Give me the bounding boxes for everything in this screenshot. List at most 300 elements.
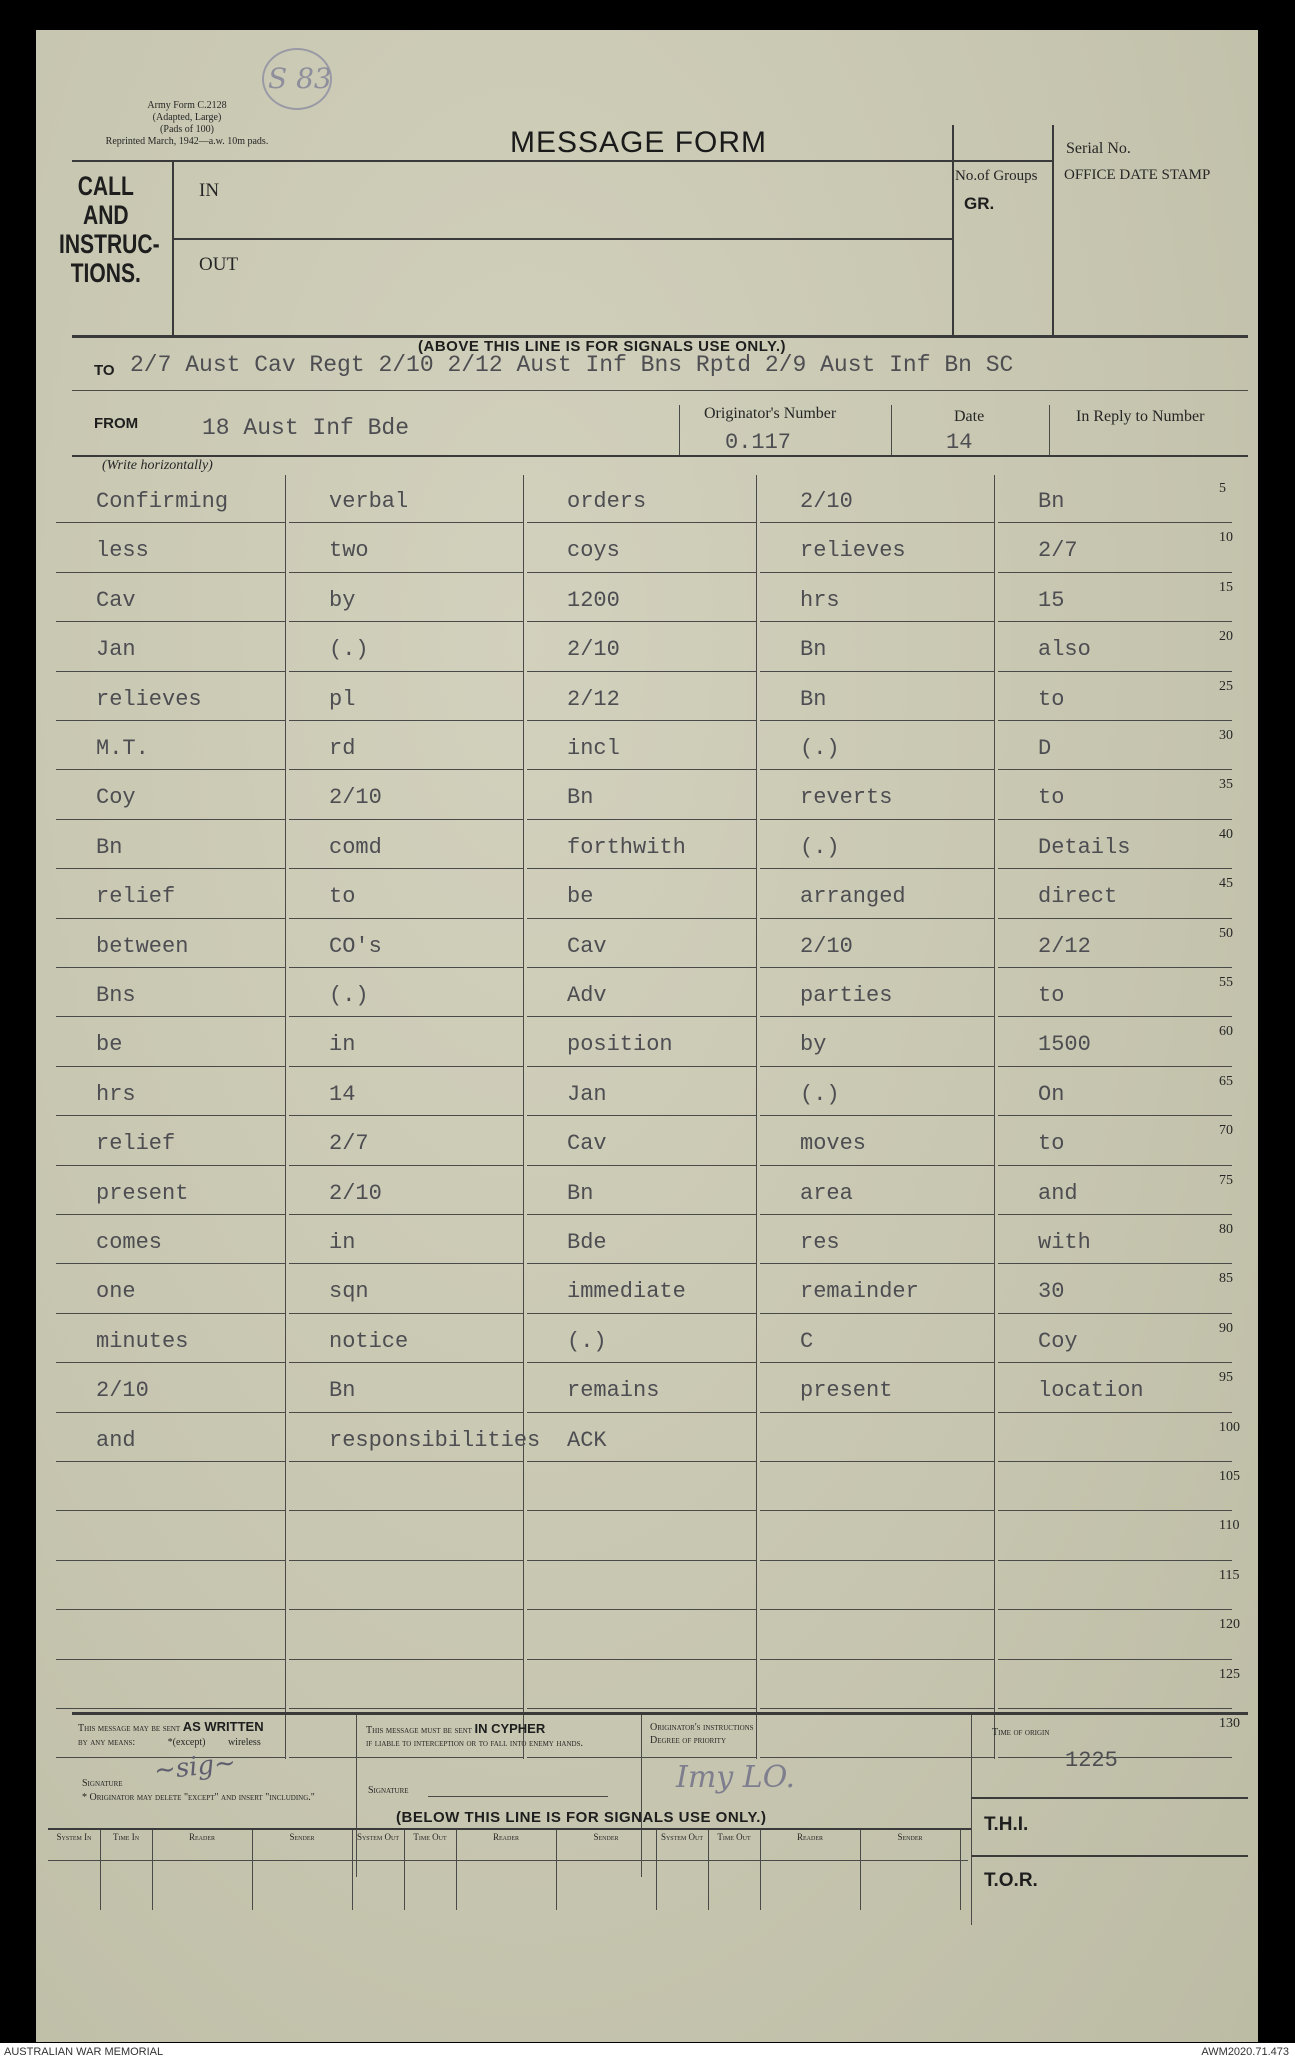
message-word: relieves [96, 686, 202, 712]
row-rule [527, 918, 756, 919]
message-word: (.) [329, 637, 369, 663]
message-word: Bn [1038, 489, 1065, 514]
group-count: 90 [1219, 1320, 1233, 1336]
message-word: 1200 [567, 587, 620, 613]
message-word: comes [96, 1230, 163, 1255]
group-count: 130 [1219, 1716, 1240, 1731]
message-word: Cav [567, 1131, 607, 1157]
row-rule [289, 1214, 523, 1215]
row-rule [56, 819, 285, 820]
row-rule [527, 769, 756, 770]
row-rule [527, 621, 756, 622]
rule [72, 160, 988, 162]
message-word: reverts [800, 785, 893, 811]
group-count: 50 [1219, 925, 1233, 941]
row-rule [527, 1066, 756, 1067]
message-word: be [567, 884, 594, 910]
row-rule [56, 1609, 285, 1610]
row-rule [527, 1412, 756, 1413]
row-rule [527, 1461, 756, 1462]
form-reference [72, 100, 302, 148]
row-rule [998, 572, 1232, 573]
group-count: 25 [1219, 678, 1233, 694]
row-rule [760, 1016, 994, 1017]
as-written-text-2: by any means: [78, 1737, 136, 1748]
message-word: M.T. [96, 736, 149, 761]
group-count: 35 [1219, 777, 1233, 793]
message-word: Adv [567, 983, 607, 1008]
row-rule [760, 671, 994, 672]
message-word: 2/12 [567, 686, 620, 712]
message-word: between [96, 933, 189, 959]
row-rule [998, 1510, 1232, 1511]
rule [356, 1715, 357, 1877]
row-rule [760, 918, 994, 919]
from-value: 18 Aust Inf Bde [202, 415, 410, 441]
row-rule [289, 1757, 523, 1758]
message-word: Jan [96, 637, 136, 663]
cypher-text-1: This message must be sent [366, 1725, 472, 1736]
message-word: area [800, 1180, 853, 1206]
row-rule [56, 572, 285, 573]
row-rule [998, 1659, 1232, 1660]
cypher-text-2: if liable to interception or to fall into enemy hands. [366, 1738, 583, 1749]
message-word: 2/10 [567, 637, 620, 663]
group-count: 110 [1219, 1518, 1240, 1534]
write-instruction: (Write horizontally) [102, 458, 213, 473]
column-divider [523, 475, 524, 1759]
message-word: 2/7 [1038, 538, 1078, 564]
row-rule [56, 918, 285, 919]
row-rule [56, 1214, 285, 1215]
group-count: 60 [1219, 1024, 1233, 1040]
row-rule [527, 1016, 756, 1017]
message-word: Bn [800, 686, 827, 712]
message-word: responsibilities [329, 1427, 541, 1453]
row-rule [527, 1115, 756, 1116]
priority-label: Degree of priority [650, 1735, 727, 1746]
row-rule [760, 769, 994, 770]
message-word: 2/10 [800, 489, 853, 514]
row-rule [289, 1510, 523, 1511]
message-word: On [1038, 1081, 1065, 1107]
row-rule [56, 1165, 285, 1166]
in-label: IN [199, 180, 220, 201]
rule [172, 160, 174, 337]
groups-abbrev: GR. [964, 194, 995, 213]
row-rule [527, 868, 756, 869]
row-rule [760, 1263, 994, 1264]
row-rule [998, 1066, 1232, 1067]
cypher-bold: IN CYPHER [474, 1721, 546, 1736]
row-rule [289, 1066, 523, 1067]
row-rule [289, 1412, 523, 1413]
call-instructions-label [59, 171, 160, 288]
row-rule [998, 967, 1232, 968]
signals-column-divider [860, 1830, 861, 1910]
message-word: to [1038, 686, 1065, 712]
signature-label-2: Signature [368, 1785, 409, 1796]
signals-column-divider [404, 1830, 405, 1910]
row-rule [760, 1115, 994, 1116]
message-word: pl [329, 686, 356, 712]
signals-column-header: Time Out [413, 1832, 447, 1842]
reply-label: In Reply to Number [1076, 408, 1205, 425]
row-rule [289, 1461, 523, 1462]
handwritten-ref-text: S 83 [268, 62, 332, 95]
message-word: Bn [96, 834, 123, 860]
row-rule [998, 1115, 1232, 1116]
rule [48, 1828, 971, 1830]
rule [679, 405, 680, 455]
date-value: 14 [946, 430, 973, 455]
rule [952, 160, 1052, 162]
message-word: 15 [1038, 587, 1065, 613]
message-word: 2/10 [96, 1378, 149, 1404]
message-word: Bde [567, 1230, 607, 1255]
message-word: to [1038, 1131, 1065, 1157]
row-rule [56, 621, 285, 622]
cypher-note [366, 1722, 636, 1750]
row-rule [56, 1066, 285, 1067]
row-rule [998, 769, 1232, 770]
row-rule [998, 868, 1232, 869]
message-word: Bn [567, 1180, 594, 1206]
row-rule [760, 1362, 994, 1363]
message-word: 2/12 [1038, 933, 1091, 959]
message-word: Jan [567, 1081, 607, 1107]
signature-label: Signature [82, 1778, 123, 1789]
group-count: 75 [1219, 1172, 1233, 1188]
group-count: 120 [1219, 1617, 1240, 1633]
row-rule [56, 1659, 285, 1660]
credit-bar [0, 2043, 1295, 2061]
signals-column-divider [760, 1830, 761, 1910]
message-word: two [329, 538, 369, 564]
rule [1052, 125, 1054, 337]
message-word: parties [800, 983, 893, 1008]
row-rule [998, 1016, 1232, 1017]
row-rule [289, 621, 523, 622]
rule [891, 405, 892, 455]
row-rule [289, 1263, 523, 1264]
groups-label: No.of Groups [955, 168, 1038, 184]
row-rule [998, 1362, 1232, 1363]
row-rule [760, 1461, 994, 1462]
row-rule [998, 621, 1232, 622]
message-word: direct [1038, 884, 1118, 910]
message-word: and [96, 1427, 136, 1453]
row-rule [527, 819, 756, 820]
message-word: (.) [567, 1328, 607, 1354]
office-stamp-label: OFFICE DATE STAMP [1064, 167, 1211, 183]
row-rule [998, 819, 1232, 820]
row-rule [56, 868, 285, 869]
row-rule [289, 1016, 523, 1017]
row-rule [289, 769, 523, 770]
except-note: *(except) [167, 1737, 206, 1748]
signals-column-header: Reader [188, 1832, 215, 1842]
row-rule [998, 671, 1232, 672]
group-count: 85 [1219, 1271, 1233, 1287]
row-rule [760, 1214, 994, 1215]
row-rule [56, 1263, 285, 1264]
message-word: forthwith [567, 834, 686, 860]
row-rule [527, 522, 756, 523]
message-word: by [800, 1032, 827, 1058]
originator-signature: ~sig~ [152, 1747, 238, 1787]
as-written-bold: AS WRITTEN [182, 1719, 264, 1734]
to-value: 2/7 Aust Cav Regt 2/10 2/12 Aust Inf Bns Rptd 2/9 Aust Inf Bn SC [130, 352, 1014, 378]
message-word: in [329, 1032, 356, 1058]
originator-note: * Originator may delete "except" and insert "including." [82, 1792, 315, 1803]
message-word: Cav [567, 933, 607, 959]
group-count: 65 [1219, 1073, 1233, 1089]
date-label: Date [954, 408, 985, 425]
call-line: INSTRUC- [59, 229, 160, 259]
row-rule [760, 572, 994, 573]
rule [72, 1712, 1248, 1715]
call-line: AND [82, 200, 129, 230]
message-word: minutes [96, 1328, 189, 1354]
out-label: OUT [199, 254, 239, 275]
credit-right: AWM2020.71.473 [1201, 2046, 1289, 2058]
call-line: CALL [77, 171, 134, 201]
row-rule [998, 1560, 1232, 1561]
signals-note-below: (BELOW THIS LINE IS FOR SIGNALS USE ONLY.) [396, 1809, 767, 1826]
row-rule [56, 1313, 285, 1314]
row-rule [527, 1659, 756, 1660]
row-rule [56, 967, 285, 968]
row-rule [527, 1313, 756, 1314]
row-rule [527, 1560, 756, 1561]
message-word: notice [329, 1328, 409, 1354]
group-count: 105 [1219, 1469, 1240, 1484]
row-rule [56, 1708, 285, 1709]
as-written-note [78, 1720, 348, 1750]
message-word: hrs [96, 1081, 136, 1107]
originator-instructions-label: Originator's instructions [650, 1722, 754, 1733]
row-rule [56, 1461, 285, 1462]
to-label: TO [94, 362, 115, 379]
message-word: relieves [800, 538, 906, 564]
signals-column-divider [708, 1830, 709, 1910]
rule [952, 125, 954, 337]
row-rule [998, 1609, 1232, 1610]
message-word: also [1038, 637, 1091, 663]
rule [971, 1715, 972, 1925]
row-rule [760, 1412, 994, 1413]
signals-column-divider [100, 1830, 101, 1910]
credit-left: AUSTRALIAN WAR MEMORIAL [4, 2046, 164, 2058]
message-word: by [329, 587, 356, 613]
group-count: 125 [1219, 1666, 1240, 1682]
row-rule [289, 1115, 523, 1116]
message-word: Coy [1038, 1328, 1078, 1354]
signals-column-header: Sender [593, 1832, 619, 1842]
group-count: 95 [1219, 1370, 1233, 1386]
message-word: 2/7 [329, 1131, 369, 1157]
message-word: Bn [800, 637, 827, 663]
priority-handwriting: Imy LO. [676, 1760, 796, 1795]
group-count: 115 [1219, 1567, 1240, 1583]
group-count: 20 [1219, 629, 1233, 645]
message-word: relief [96, 884, 176, 910]
rule [971, 1855, 1248, 1857]
message-word: present [96, 1180, 189, 1206]
row-rule [289, 1362, 523, 1363]
signals-column-divider [656, 1830, 657, 1910]
row-rule [527, 967, 756, 968]
group-count: 5 [1219, 481, 1226, 496]
message-word: to [329, 884, 356, 910]
message-word: 2/10 [800, 933, 853, 959]
row-rule [289, 1609, 523, 1610]
message-word: (.) [800, 834, 840, 860]
group-count: 55 [1219, 975, 1233, 990]
group-count: 15 [1219, 579, 1233, 595]
group-count: 40 [1219, 826, 1233, 842]
form-ref-line: Reprinted March, 1942—a.w. 10m pads. [105, 136, 269, 147]
row-rule [289, 720, 523, 721]
signals-column-header: Sender [897, 1832, 923, 1842]
message-word: C [800, 1328, 814, 1354]
row-rule [289, 819, 523, 820]
row-rule [998, 720, 1232, 721]
message-word: 30 [1038, 1279, 1065, 1305]
signals-column-header: System Out [356, 1832, 400, 1842]
row-rule [760, 819, 994, 820]
time-origin-label: Time of origin [992, 1727, 1050, 1738]
row-rule [760, 1757, 994, 1758]
signals-column-header: Reader [492, 1832, 519, 1842]
form-title: MESSAGE FORM [510, 126, 768, 159]
tor-label: T.O.R. [984, 1870, 1038, 1891]
signals-column-divider [152, 1830, 153, 1910]
message-word: moves [800, 1131, 867, 1157]
message-word: less [96, 538, 149, 564]
row-rule [760, 720, 994, 721]
group-count: 30 [1219, 728, 1233, 743]
message-word: rd [329, 736, 356, 761]
row-rule [760, 1165, 994, 1166]
row-rule [56, 1560, 285, 1561]
message-word: D [1038, 736, 1052, 761]
form-ref-line: (Adapted, Large) [152, 112, 222, 123]
time-origin-value: 1225 [1065, 1748, 1118, 1773]
signals-column-header: Sender [289, 1832, 315, 1842]
signals-note-above: (ABOVE THIS LINE IS FOR SIGNALS USE ONLY.) [418, 338, 786, 355]
message-word: orders [567, 489, 647, 514]
message-word: remainder [800, 1279, 919, 1305]
rule [428, 1796, 608, 1797]
message-word: coys [567, 538, 620, 564]
serial-label: Serial No. [1066, 140, 1131, 157]
message-word: present [800, 1378, 893, 1404]
row-rule [998, 1214, 1232, 1215]
row-rule [527, 720, 756, 721]
row-rule [56, 522, 285, 523]
row-rule [760, 1659, 994, 1660]
row-rule [760, 1609, 994, 1610]
message-word: (.) [329, 983, 369, 1008]
call-line: TIONS. [70, 258, 141, 288]
row-rule [56, 1412, 285, 1413]
row-rule [998, 1263, 1232, 1264]
row-rule [998, 1313, 1232, 1314]
group-count: 70 [1219, 1123, 1233, 1139]
signals-column-divider [456, 1830, 457, 1910]
signals-column-divider [352, 1830, 353, 1910]
message-word: Cav [96, 587, 136, 613]
row-rule [289, 522, 523, 523]
row-rule [527, 1609, 756, 1610]
signals-column-divider [556, 1830, 557, 1910]
signals-column-header: Reader [796, 1832, 823, 1842]
message-form-sheet [36, 30, 1258, 2042]
row-rule [760, 621, 994, 622]
originator-label: Originator's Number [704, 405, 837, 422]
originator-value: 0.117 [725, 430, 792, 455]
message-word: position [567, 1032, 673, 1058]
row-rule [289, 868, 523, 869]
message-word: res [800, 1230, 840, 1255]
row-rule [760, 1066, 994, 1067]
rule [172, 238, 952, 240]
row-rule [527, 671, 756, 672]
message-word: to [1038, 983, 1065, 1008]
row-rule [289, 1560, 523, 1561]
row-rule [56, 1016, 285, 1017]
message-word: immediate [567, 1279, 686, 1305]
row-rule [527, 1263, 756, 1264]
row-rule [760, 1313, 994, 1314]
group-count: 100 [1219, 1419, 1240, 1435]
form-ref-line: (Pads of 100) [160, 124, 214, 135]
row-rule [289, 671, 523, 672]
message-word: relief [96, 1131, 176, 1157]
message-word: hrs [800, 587, 840, 613]
signals-column-header: System In [56, 1832, 92, 1842]
as-written-text-1: This message may be sent [78, 1723, 181, 1734]
row-rule [998, 522, 1232, 523]
row-rule [56, 1510, 285, 1511]
message-word: 1500 [1038, 1032, 1091, 1058]
message-word: one [96, 1279, 136, 1305]
column-divider [994, 475, 995, 1759]
row-rule [527, 1165, 756, 1166]
message-word: location [1038, 1378, 1144, 1404]
group-count: 45 [1219, 876, 1233, 892]
message-word: verbal [329, 489, 409, 514]
rule [72, 390, 1248, 391]
message-word: Bn [567, 785, 594, 811]
rule [971, 1797, 1248, 1799]
row-rule [998, 1412, 1232, 1413]
message-word: Bn [329, 1378, 356, 1404]
wireless-note: wireless [227, 1737, 261, 1748]
row-rule [998, 1708, 1232, 1709]
row-rule [760, 868, 994, 869]
group-count: 80 [1219, 1222, 1233, 1237]
row-rule [998, 1165, 1232, 1166]
row-rule [56, 769, 285, 770]
message-word: ACK [567, 1427, 607, 1453]
message-word: incl [567, 736, 620, 761]
row-rule [56, 720, 285, 721]
row-rule [289, 1659, 523, 1660]
row-rule [760, 522, 994, 523]
